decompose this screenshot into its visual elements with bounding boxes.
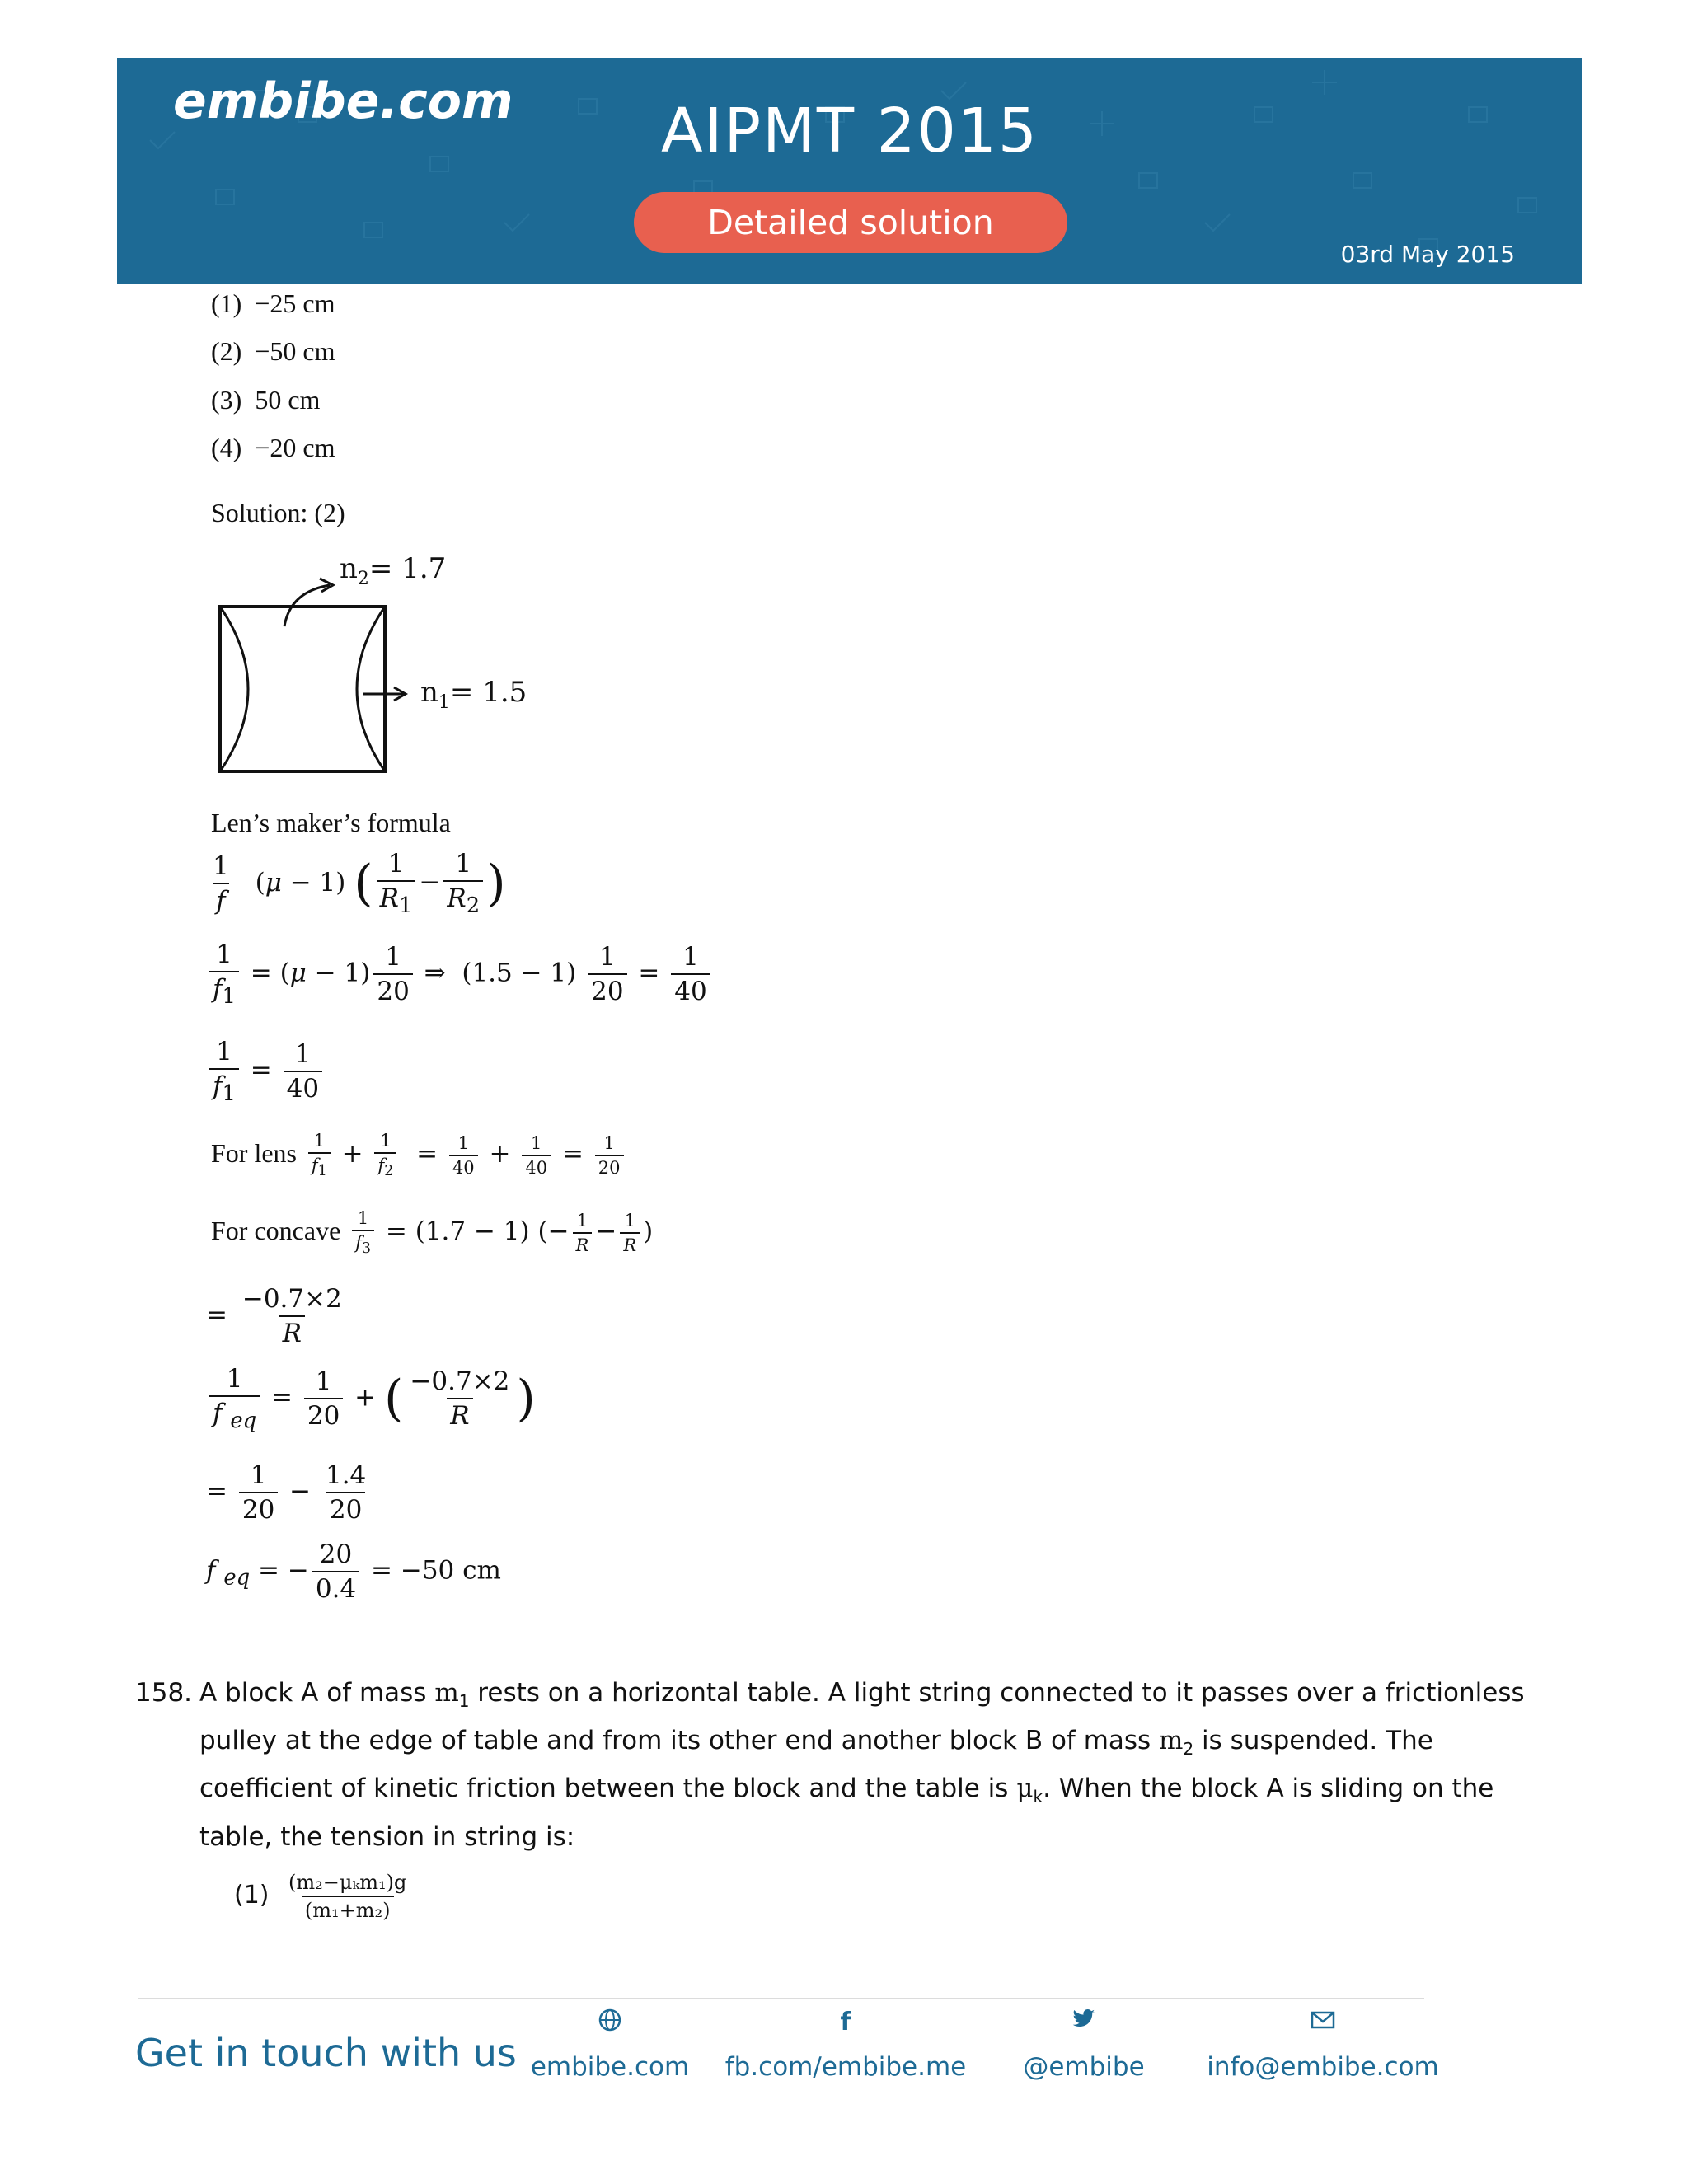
twitter-icon [952, 2008, 1216, 2041]
option-4 [211, 433, 335, 463]
footer-email-link[interactable] [1191, 2008, 1455, 2082]
option-3 [211, 385, 320, 415]
question-text: A block A of mass $m_1$ rests on a horizontal table. A light string connected to it passes over a frictionless pulley at the edge of table and from its other end another block B of mass $m_2$ is suspended. The coefficient of kinetic friction between the block and the table is $\mu_k$. When the block A is sliding on the table, the tension in string is: [199, 1678, 1525, 1852]
option-number: (4) [211, 433, 242, 462]
exam-date: 03rd May 2015 [1340, 241, 1515, 268]
header-banner [117, 58, 1582, 284]
equation-f1-result: $\frac{1}{f_1}$ = $\frac{1}{40}$ [206, 1037, 326, 1106]
footer-facebook-label: fb.com/embibe.me [724, 2052, 967, 2082]
option-number: (3) [211, 385, 242, 415]
option-1 [211, 288, 335, 319]
equation-f1: $\frac{1}{f_1}$ = (μ − 1) $\frac{1}{20}$ ⇒ (1.5 − 1) $\frac{1}{20}$ = $\frac{1}{40}$ [206, 940, 714, 1009]
exam-title: AIPMT 2015 [661, 96, 1039, 166]
facebook-icon: f [840, 2008, 851, 2036]
question-option-1: (1) $\frac{\text{(m₂−μₖm₁)g}}{\text{(m₁+m₂)}}$ [234, 1871, 407, 1922]
question-number: 158. [135, 1678, 193, 1708]
question-158 [135, 1673, 1553, 1857]
mail-icon [1191, 2008, 1455, 2041]
footer-website-link[interactable] [478, 2008, 742, 2082]
option-text: −25 cm [255, 288, 335, 318]
final-answer: = −50 cm [371, 1555, 501, 1586]
equation-for-lens: For lens $\frac{1}{f_1}$ + $\frac{1}{f_2}$ = $\frac{1}{40}$ + $\frac{1}{40}$ = $\frac{1}{20}$ [211, 1131, 627, 1179]
detailed-solution-badge: Detailed solution [634, 192, 1067, 253]
globe-icon [478, 2008, 742, 2041]
footer-website-label: embibe.com [530, 2052, 690, 2082]
option-number: (1) [211, 288, 242, 318]
embibe-logo: embibe.com [173, 73, 513, 130]
footer-facebook-link[interactable] [714, 2008, 978, 2082]
option-number: (2) [211, 336, 242, 366]
equation-feq-sum: = $\frac{1}{20}$ − $\frac{1.4}{20}$ [206, 1460, 367, 1525]
option-text: 50 cm [255, 385, 321, 415]
option-text: −20 cm [255, 433, 335, 462]
equation-feq-final: f $_{eq}$ = − $\frac{20}{0.4}$ = −50 cm [206, 1540, 501, 1604]
equation-feq: $\frac{1}{f _{eq}}$ = $\frac{1}{20}$ + ( $\frac{-0.7\times 2}{R}$ ) [206, 1364, 536, 1433]
n1-label: $n_1= 1.5$ [420, 676, 528, 713]
equation-for-concave: For concave $\frac{1}{f_3}$ = (1.7 − 1) (− $\frac{1}{R}$ − $\frac{1}{R}$ ) [211, 1208, 654, 1258]
equation-concave-result: = $\frac{-0.7\times 2}{R}$ [206, 1284, 342, 1348]
footer-twitter-label: @embibe [1023, 2052, 1145, 2082]
lens-maker-label: Len’s maker’s formula [211, 808, 451, 837]
solution-label: Solution: (2) [211, 498, 345, 527]
footer-title: Get in touch with us [135, 2031, 517, 2075]
option-text: −50 cm [255, 336, 335, 366]
option-2 [211, 336, 335, 367]
n2-label: $n_2= 1.7$ [340, 552, 447, 589]
equation-lens-maker: $\frac{1}{f}$ (μ − 1) ( $\frac{1}{R_1}$ − $\frac{1}{R_2}$ ) [213, 849, 506, 919]
footer-email-label: info@embibe.com [1207, 2052, 1439, 2082]
footer-twitter-link[interactable] [952, 2008, 1216, 2082]
footer-divider [138, 1998, 1424, 1999]
